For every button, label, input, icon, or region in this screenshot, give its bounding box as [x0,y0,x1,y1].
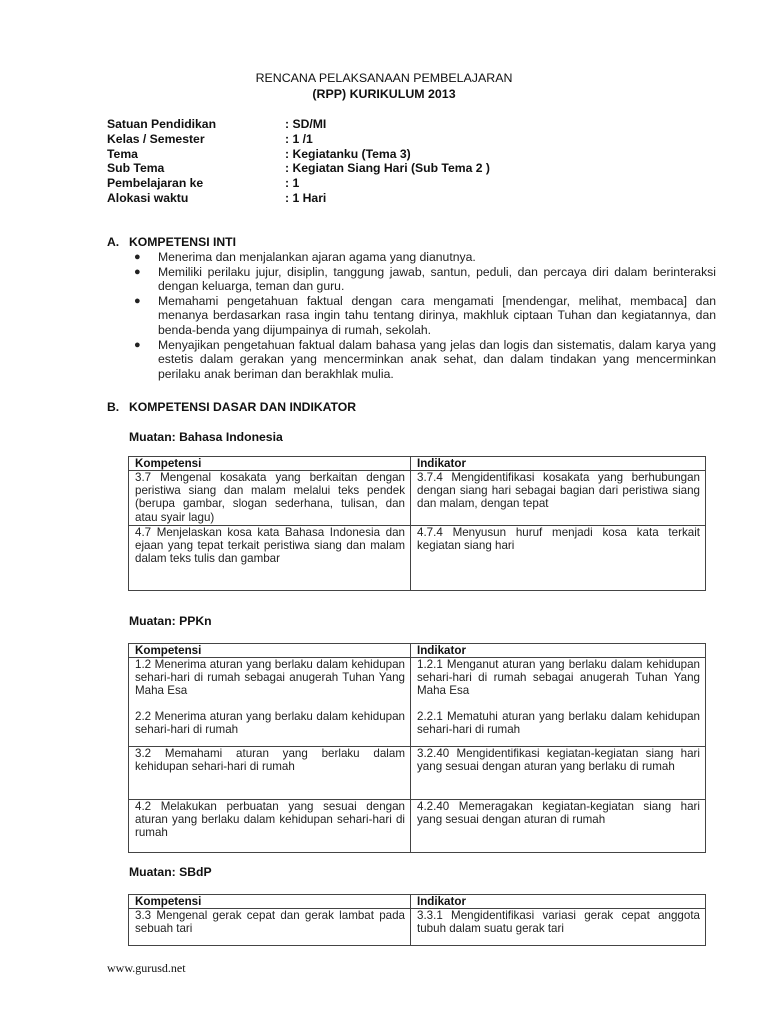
meta-value: : 1 Hari [285,190,327,205]
cell-text: 3.2.40 Mengidentifikasi kegiatan-kegiatan siang hari yang sesuai dengan aturan yang berlaku di rumah [417,747,700,774]
meta-row [107,176,490,191]
kompetensi-cell [129,800,411,853]
bullet-icon: ● [134,294,141,307]
meta-row [107,161,490,176]
meta-value: : 1 [285,176,300,191]
meta-value: : 1 /1 [285,131,313,146]
table-row [129,658,706,747]
cell-text: 1.2.1 Menganut aturan yang berlaku dalam kehidupan sehari-hari di rumah sebagai anugerah Tuhan Yang Maha Esa [417,658,700,698]
meta-label: Sub Tema [107,161,165,176]
meta-label: Kelas / Semester [107,131,205,146]
meta-row [107,191,490,206]
meta-value: : SD/MI [285,117,327,131]
column-header-indikator: Indikator [411,644,706,658]
table-row [129,747,706,800]
column-header-kompetensi: Kompetensi [129,644,411,658]
document-title: RENCANA PELAKSANAAN PEMBELAJARAN [255,71,513,85]
bullet-icon: ● [134,265,141,278]
meta-row [107,117,490,132]
table-ppkn [128,643,706,853]
cell-text: 4.2 Melakukan perbuatan yang sesuai dengan aturan yang berlaku dalam kehidupan sehari-hari di rumah [135,800,405,840]
list-item [132,338,716,382]
indikator-cell [411,800,706,853]
cell-text: 3.7.4 Mengidentifikasi kosakata yang berhubungan dengan siang hari sebagai bagian dari peristiwa siang dan malam, dengan tepat [417,471,700,511]
cell-text: 3.2 Memahami aturan yang berlaku dalam kehidupan sehari-hari di rumah [135,747,405,774]
cell-text: 3.7 Mengenal kosakata yang berkaitan dengan peristiwa siang dan malam melalui teks pendek (berupa gambar, slogan sederhana, tulisan, dan atau syair lagu) [135,471,405,524]
cell-text: 2.2 Menerima aturan yang berlaku dalam kehidupan sehari-hari di rumah [135,709,405,736]
cell-text: 2.2.1 Mematuhi aturan yang berlaku dalam kehidupan sehari-hari di rumah [417,709,700,736]
cell-text: 4.7 Menjelaskan kosa kata Bahasa Indonesia dan ejaan yang tepat terkait peristiwa siang dan malam dalam teks tulis dan gambar [135,526,405,566]
column-header-kompetensi: Kompetensi [129,457,411,471]
bullet-icon: ● [134,251,141,263]
footer-website: www.gurusd.net [107,961,186,975]
table-header-row [129,895,706,909]
kompetensi-cell [129,658,411,747]
muatan-bahasa-label: Muatan: Bahasa Indonesia [129,430,283,444]
cell-text: 3.3.1 Mengidentifikasi variasi gerak cepat anggota tubuh dalam suatu gerak tari [417,909,700,936]
table-row [129,909,706,946]
column-header-kompetensi: Kompetensi [129,895,411,909]
bullet-icon: ● [134,338,141,351]
kompetensi-cell [129,747,411,800]
cell-text: 4.2.40 Memeragakan kegiatan-kegiatan siang hari yang sesuai dengan aturan di rumah [417,800,700,827]
muatan-ppkn-label: Muatan: PPKn [129,614,212,628]
list-item-text: Menerima dan menjalankan ajaran agama yang dianutnya. [158,250,476,264]
table-row [129,471,706,526]
column-header-indikator: Indikator [411,457,706,471]
list-item [132,265,716,294]
cell-text: 3.3 Mengenal gerak cepat dan gerak lambat pada sebuah tari [135,909,405,936]
meta-label: Pembelajaran ke [107,176,204,191]
list-item-text: Menyajikan pengetahuan faktual dalam bahasa yang jelas dan logis dan sistematis, dalam karya yang estetis dalam gerakan yang mencerminkan anak sehat, dan dalam tindakan yang mencerminkan perilaku anak beriman dan berakhlak mulia. [158,337,716,381]
column-header-indikator: Indikator [411,895,706,909]
table-row [129,526,706,591]
section-letter: A. [107,235,120,249]
section-letter: B. [107,400,120,414]
table-header-row [129,644,706,658]
section-a-heading [107,235,236,250]
meta-label: Satuan Pendidikan [107,117,217,131]
indikator-cell [411,658,706,747]
meta-label: Alokasi waktu [107,190,189,205]
identity-block [107,117,490,206]
list-item [132,294,716,338]
meta-row [107,147,490,162]
section-title: KOMPETENSI DASAR DAN INDIKATOR [129,400,357,414]
meta-row [107,132,490,147]
kompetensi-cell [129,471,411,526]
indikator-cell [411,909,706,946]
table-sbdp [128,894,706,946]
table-header-row [129,457,706,471]
indikator-cell [411,526,706,591]
kompetensi-cell [129,909,411,946]
kompetensi-cell [129,526,411,591]
indikator-cell [411,471,706,526]
list-item-text: Memahami pengetahuan faktual dengan cara mengamati [mendengar, melihat, membaca] dan menanya berdasarkan rasa ingin tahu tentang dirinya, makhluk ciptaan Tuhan dan kegiatannya, dan benda-benda yang dijumpainya di rumah, sekolah. [158,293,716,337]
document-subtitle: (RPP) KURIKULUM 2013 [312,87,456,101]
list-item-text: Memiliki perilaku jujur, disiplin, tanggung jawab, santun, peduli, dan percaya diri dalam berinteraksi dengan keluarga, teman dan guru. [158,264,716,294]
kompetensi-inti-list [132,250,716,381]
section-b-heading [107,400,356,415]
indikator-cell [411,747,706,800]
meta-value: : Kegiatanku (Tema 3) [285,146,411,161]
list-item [132,250,716,265]
section-title: KOMPETENSI INTI [129,235,236,249]
cell-text: 1.2 Menerima aturan yang berlaku dalam kehidupan sehari-hari di rumah sebagai anugerah Tuhan Yang Maha Esa [135,658,405,698]
muatan-sbdp-label: Muatan: SBdP [129,865,212,879]
table-row [129,800,706,853]
meta-value: : Kegiatan Siang Hari (Sub Tema 2 ) [285,161,490,176]
meta-label: Tema [107,146,138,161]
table-bahasa-indonesia [128,456,706,591]
cell-text: 4.7.4 Menyusun huruf menjadi kosa kata terkait kegiatan siang hari [417,526,700,553]
